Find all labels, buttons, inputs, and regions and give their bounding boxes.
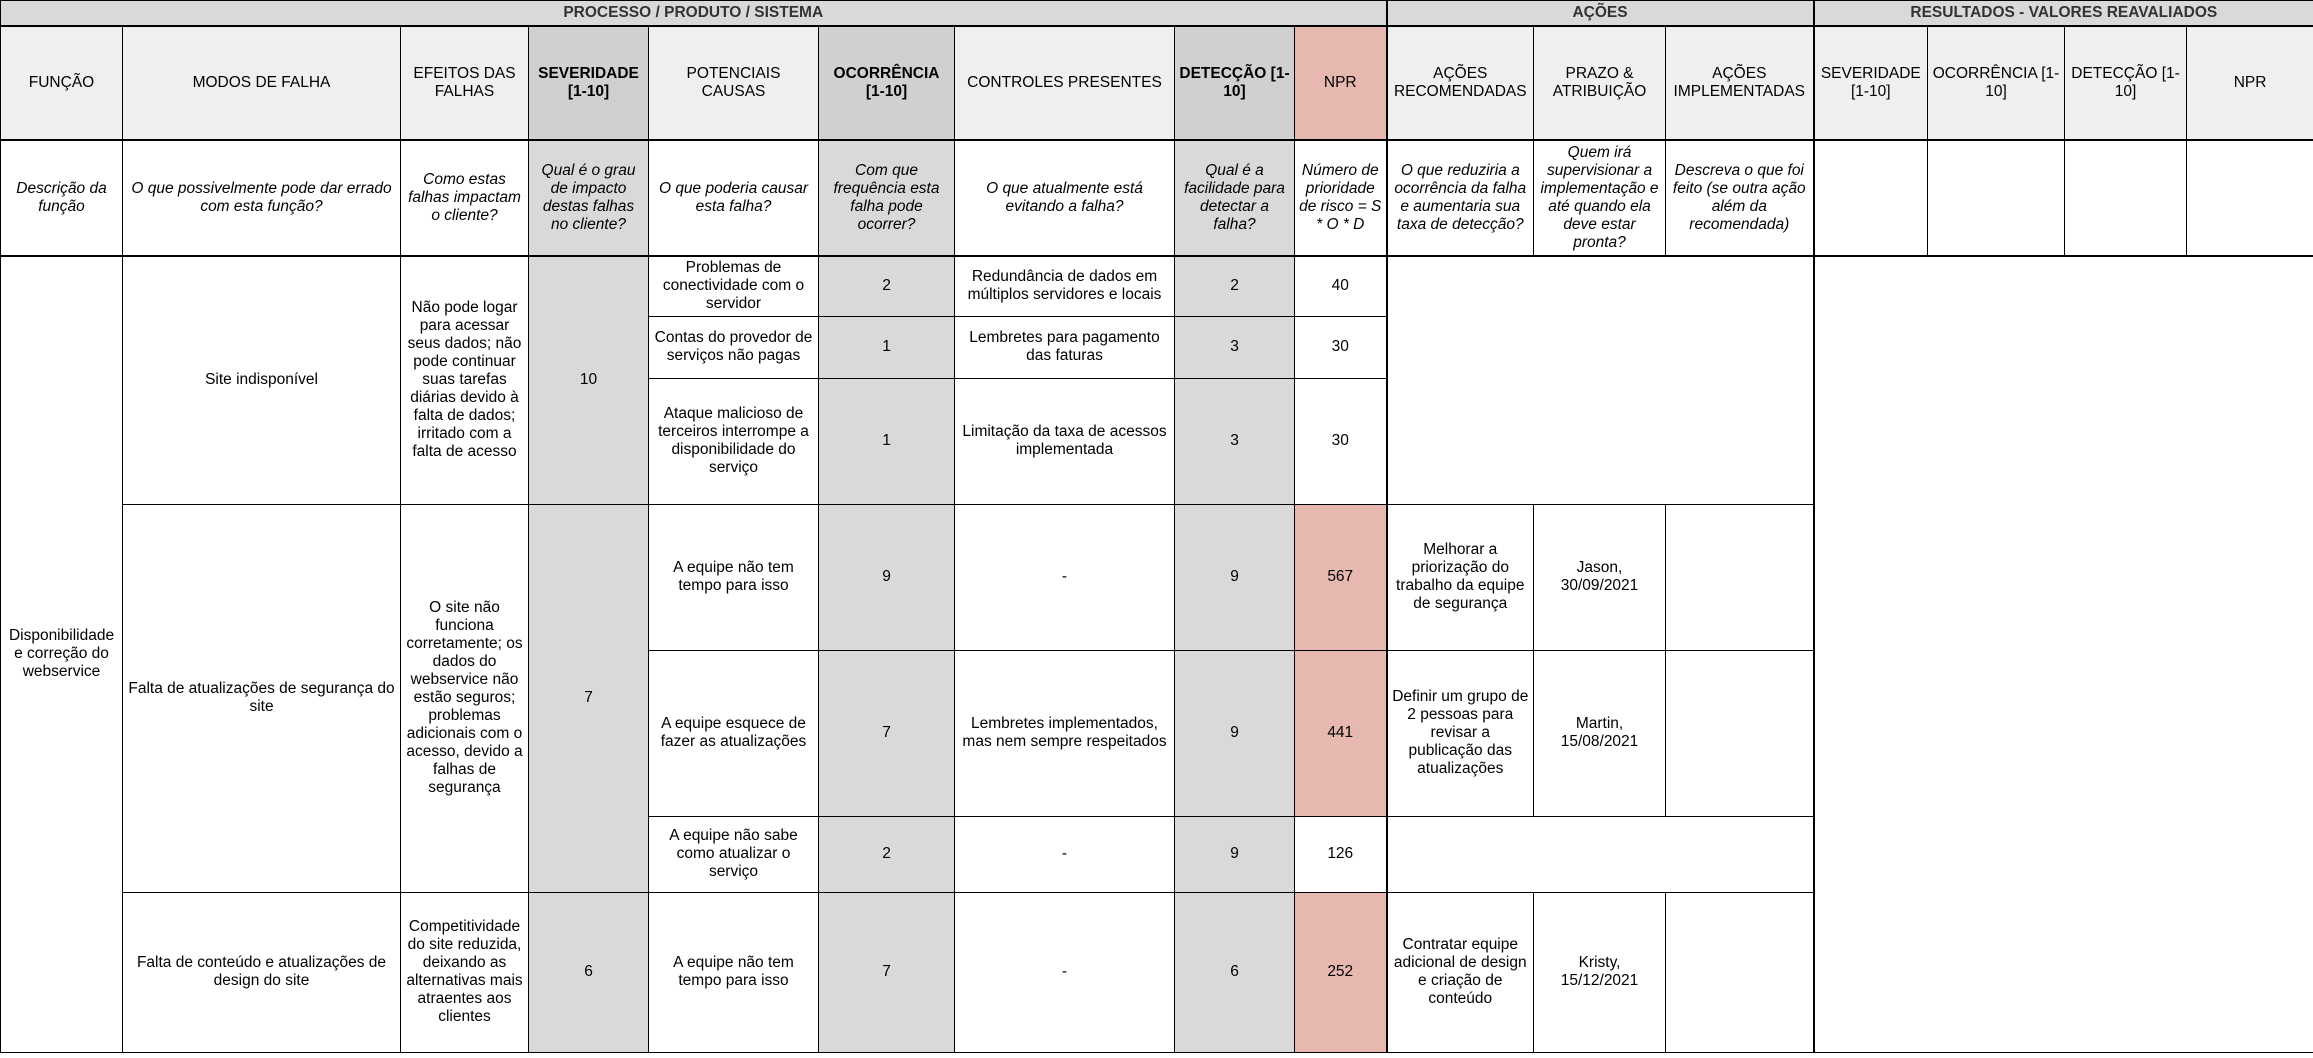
cause-cell: A equipe não tem tempo para isso (649, 504, 819, 650)
occurrence-cell: 2 (819, 256, 955, 316)
section-actions: AÇÕES (1387, 1, 1814, 27)
header-result-severidade: SEVERIDADE [1-10] (1814, 26, 1928, 140)
actions-empty (1387, 816, 1814, 892)
desc-result-deteccao (2065, 140, 2187, 256)
cause-cell: Ataque malicioso de terceiros interrompe a disponibilidade do serviço (649, 378, 819, 504)
mode-severity: 7 (529, 504, 649, 892)
header-controles: CONTROLES PRESENTES (955, 26, 1175, 140)
npr-cell: 567 (1295, 504, 1387, 650)
header-acoes-implementadas: AÇÕES IMPLEMENTADAS (1666, 26, 1814, 140)
npr-cell: 126 (1295, 816, 1387, 892)
desc-acoes-implementadas: Descreva o que foi feito (se outra ação além da recomendada) (1666, 140, 1814, 256)
mode-effects: Competitividade do site reduzida, deixando as alternativas mais atraentes aos clientes (401, 892, 529, 1052)
description-row (1, 140, 2313, 256)
mode-severity: 6 (529, 892, 649, 1052)
section-header-row (1, 1, 2313, 27)
mode-effects: O site não funciona corretamente; os dados do webservice não estão seguros; problemas adicionais com o acesso, devido a falhas de segurança (401, 504, 529, 892)
controls-cell: Lembretes para pagamento das faturas (955, 316, 1175, 378)
cause-cell: A equipe não tem tempo para isso (649, 892, 819, 1052)
header-ocorrencia: OCORRÊNCIA [1-10] (819, 26, 955, 140)
controls-cell: - (955, 504, 1175, 650)
desc-result-severidade (1814, 140, 1928, 256)
actions-empty (1387, 256, 1814, 504)
header-npr: NPR (1295, 26, 1387, 140)
action-cell: Melhorar a priorização do trabalho da equipe de segurança (1387, 504, 1534, 650)
desc-result-ocorrencia (1928, 140, 2065, 256)
header-result-npr: NPR (2187, 26, 2313, 140)
desc-npr: Número de prioridade de risco = S * O * D (1295, 140, 1387, 256)
mode-name: Falta de conteúdo e atualizações de design do site (123, 892, 401, 1052)
header-modos: MODOS DE FALHA (123, 26, 401, 140)
occurrence-cell: 2 (819, 816, 955, 892)
occurrence-cell: 1 (819, 378, 955, 504)
action-cell: Definir um grupo de 2 pessoas para revisar a publicação das atualizações (1387, 650, 1534, 816)
cause-cell: A equipe não sabe como atualizar o serviço (649, 816, 819, 892)
npr-cell: 252 (1295, 892, 1387, 1052)
desc-result-npr (2187, 140, 2313, 256)
results-empty (1814, 256, 2313, 1052)
desc-efeitos: Como estas falhas impactam o cliente? (401, 140, 529, 256)
desc-deteccao: Qual é a facilidade para detectar a falha? (1175, 140, 1295, 256)
header-causas: POTENCIAIS CAUSAS (649, 26, 819, 140)
deadline-cell: Martin, 15/08/2021 (1534, 650, 1666, 816)
detection-cell: 6 (1175, 892, 1295, 1052)
detection-cell: 2 (1175, 256, 1295, 316)
desc-modos: O que possivelmente pode dar errado com esta função? (123, 140, 401, 256)
detection-cell: 9 (1175, 650, 1295, 816)
funcao-cell: Disponibilidade e correção do webservice (1, 256, 123, 1052)
desc-controles: O que atualmente está evitando a falha? (955, 140, 1175, 256)
header-efeitos: EFEITOS DAS FALHAS (401, 26, 529, 140)
npr-cell: 30 (1295, 316, 1387, 378)
controls-cell: Limitação da taxa de acessos implementada (955, 378, 1175, 504)
desc-causas: O que poderia causar esta falha? (649, 140, 819, 256)
cause-cell: Problemas de conectividade com o servidor (649, 256, 819, 316)
mode-effects: Não pode logar para acessar seus dados; não pode continuar suas tarefas diárias devido à falta de dados; irritado com a falta de acesso (401, 256, 529, 504)
section-results: RESULTADOS - VALORES REAVALIADOS (1814, 1, 2313, 27)
header-acoes-recomendadas: AÇÕES RECOMENDADAS (1387, 26, 1534, 140)
table-row (1, 256, 2313, 316)
implemented-cell (1666, 650, 1814, 816)
implemented-cell (1666, 504, 1814, 650)
deadline-cell: Jason, 30/09/2021 (1534, 504, 1666, 650)
desc-funcao: Descrição da função (1, 140, 123, 256)
header-result-deteccao: DETECÇÃO [1-10] (2065, 26, 2187, 140)
header-deteccao: DETECÇÃO [1-10] (1175, 26, 1295, 140)
mode-name: Site indisponível (123, 256, 401, 504)
desc-ocorrencia: Com que frequência esta falha pode ocorrer? (819, 140, 955, 256)
implemented-cell (1666, 892, 1814, 1052)
npr-cell: 441 (1295, 650, 1387, 816)
controls-cell: - (955, 816, 1175, 892)
controls-cell: Redundância de dados em múltiplos servidores e locais (955, 256, 1175, 316)
detection-cell: 3 (1175, 316, 1295, 378)
controls-cell: - (955, 892, 1175, 1052)
column-header-row (1, 26, 2313, 140)
npr-cell: 40 (1295, 256, 1387, 316)
cause-cell: Contas do provedor de serviços não pagas (649, 316, 819, 378)
occurrence-cell: 7 (819, 892, 955, 1052)
header-funcao: FUNÇÃO (1, 26, 123, 140)
desc-prazo: Quem irá supervisionar a implementação e até quando ela deve estar pronta? (1534, 140, 1666, 256)
section-process: PROCESSO / PRODUTO / SISTEMA (1, 1, 1387, 27)
header-severidade: SEVERIDADE [1-10] (529, 26, 649, 140)
occurrence-cell: 7 (819, 650, 955, 816)
deadline-cell: Kristy, 15/12/2021 (1534, 892, 1666, 1052)
desc-acoes-recomendadas: O que reduziria a ocorrência da falha e aumentaria sua taxa de detecção? (1387, 140, 1534, 256)
detection-cell: 3 (1175, 378, 1295, 504)
detection-cell: 9 (1175, 504, 1295, 650)
cause-cell: A equipe esquece de fazer as atualizações (649, 650, 819, 816)
action-cell: Contratar equipe adicional de design e criação de conteúdo (1387, 892, 1534, 1052)
occurrence-cell: 9 (819, 504, 955, 650)
desc-severidade: Qual é o grau de impacto destas falhas no cliente? (529, 140, 649, 256)
controls-cell: Lembretes implementados, mas nem sempre respeitados (955, 650, 1175, 816)
mode-name: Falta de atualizações de segurança do site (123, 504, 401, 892)
header-result-ocorrencia: OCORRÊNCIA [1-10] (1928, 26, 2065, 140)
occurrence-cell: 1 (819, 316, 955, 378)
detection-cell: 9 (1175, 816, 1295, 892)
npr-cell: 30 (1295, 378, 1387, 504)
header-prazo: PRAZO & ATRIBUIÇÃO (1534, 26, 1666, 140)
mode-severity: 10 (529, 256, 649, 504)
